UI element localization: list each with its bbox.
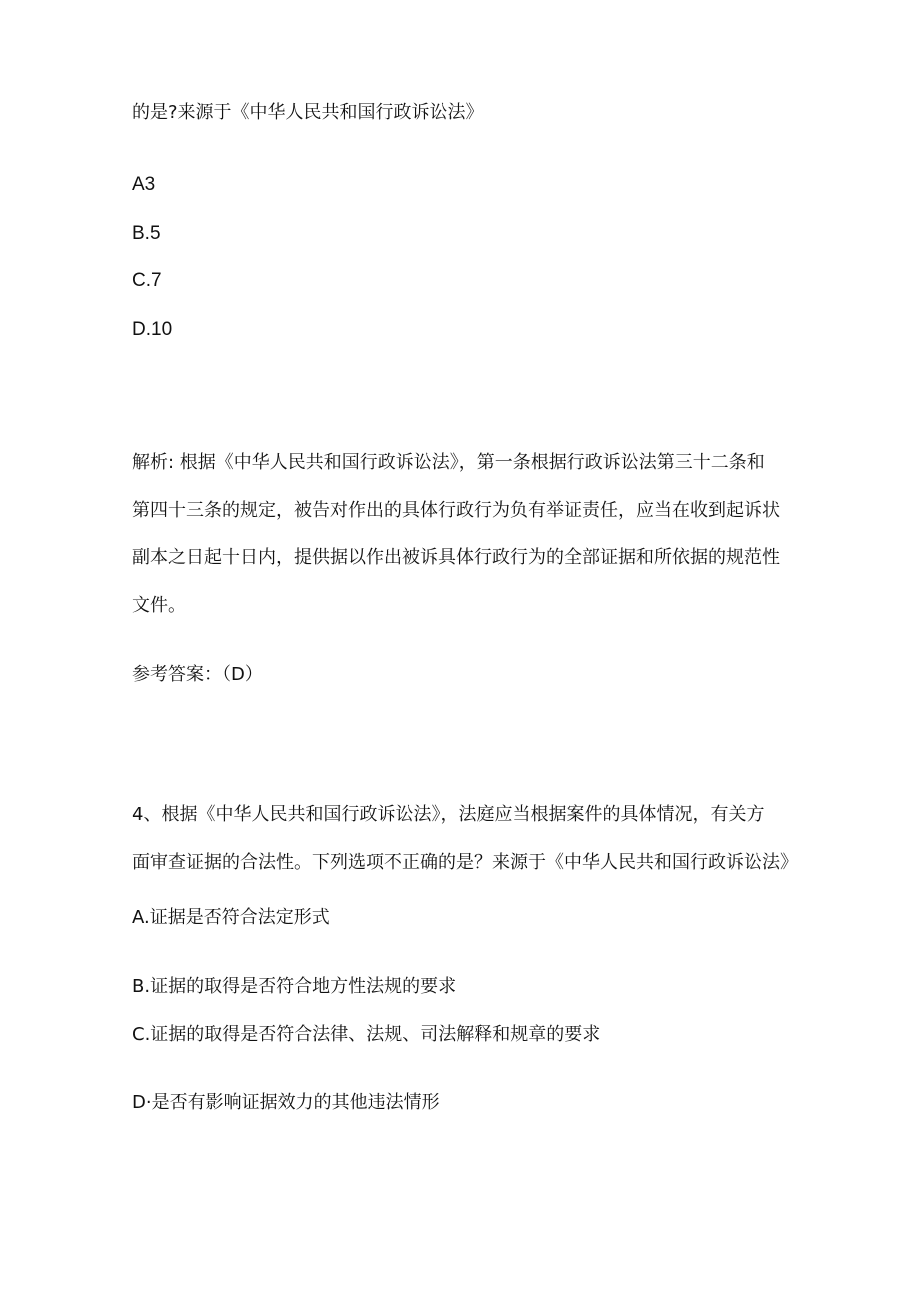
analysis-line: 文件。 (132, 595, 186, 616)
question-4-stem-line: 面审查证据的合法性。下列选项不正确的是？来源于《中华人民共和国行政诉讼法》 (132, 852, 798, 873)
analysis-line: 第四十三条的规定，被告对作出的具体行政行为负有举证责任，应当在收到起诉状 (132, 500, 780, 521)
analysis-line: 解析: 根据《中华人民共和国行政诉讼法》，第一条根据行政诉讼法第三十二条和 (132, 452, 765, 473)
question-4-option-a: A.证据是否符合法定形式 (132, 907, 330, 928)
question-4-option-b: B.证据的取得是否符合地方性法规的要求 (132, 976, 457, 997)
question-3-option-d: D.10 (132, 319, 173, 340)
question-3-answer: 参考答案：（D） (132, 664, 263, 685)
question-3-stem: 的是?来源于《中华人民共和国行政诉讼法》 (132, 102, 484, 123)
question-4-option-c: C.证据的取得是否符合法律、法规、司法解释和规章的要求 (132, 1024, 601, 1045)
question-4-option-d: D·是否有影响证据效力的其他违法情形 (132, 1092, 440, 1113)
question-3-option-a: A3 (132, 174, 156, 195)
question-3-option-b: B.5 (132, 223, 161, 244)
question-3-option-c: C.7 (132, 270, 162, 291)
question-4-stem-line: 4、根据《中华人民共和国行政诉讼法》，法庭应当根据案件的具体情况，有关方 (132, 804, 765, 825)
analysis-line: 副本之日起十日内，提供据以作出被诉具体行政行为的全部证据和所依据的规范性 (132, 547, 780, 568)
